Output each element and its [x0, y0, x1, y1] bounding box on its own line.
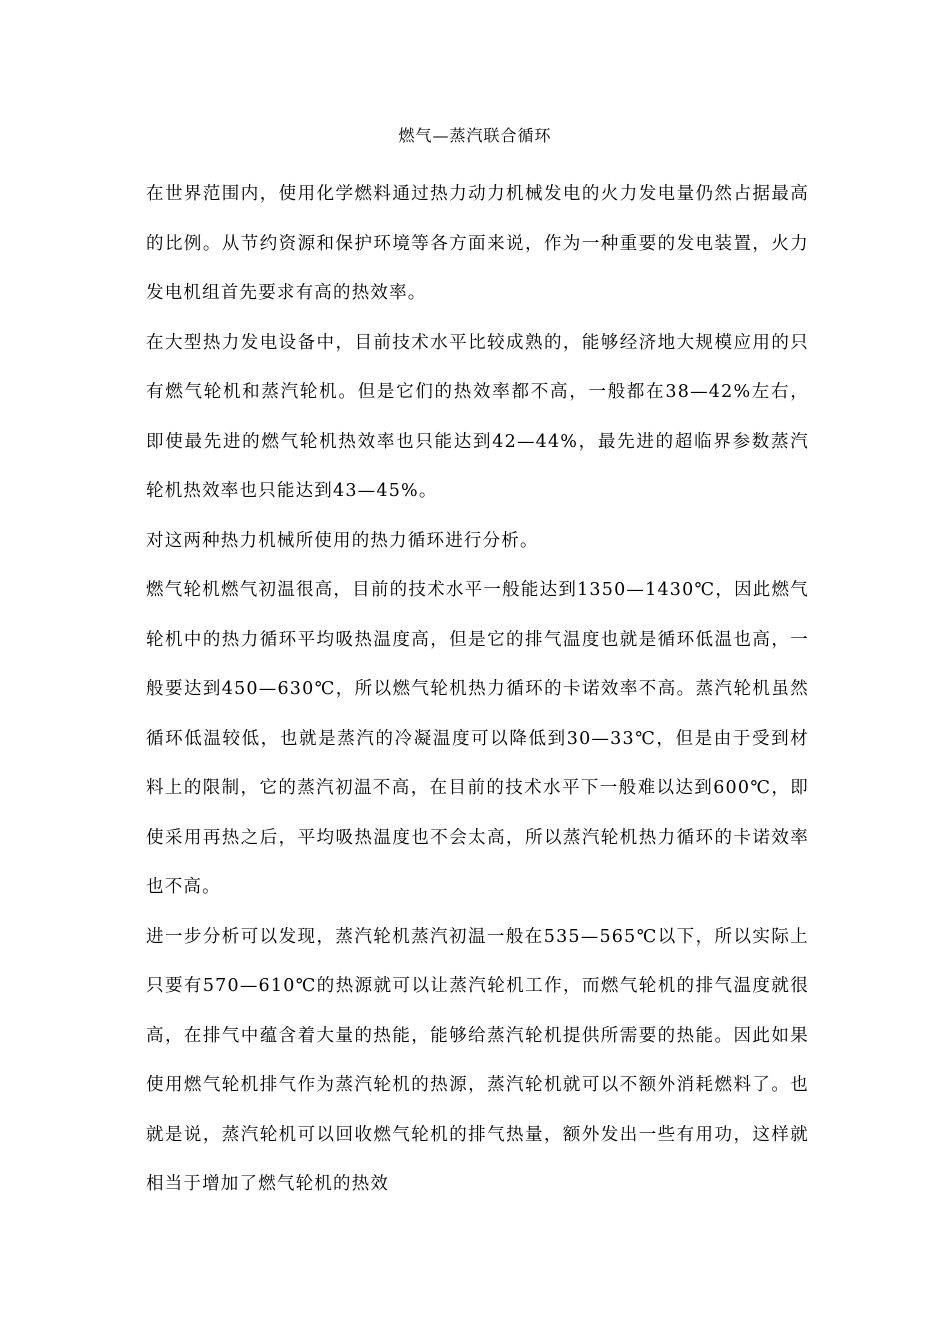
- document-title: 燃气—蒸汽联合循环: [398, 126, 552, 145]
- document-body: [146, 170, 809, 1210]
- paragraph: 燃气轮机燃气初温很高，目前的技术水平一般能达到1350—1430℃，因此燃气轮机中的热力循环平均吸热温度高，但是它的排气温度也就是循环低温也高，一般要达到450—630℃，所以燃气轮机热力循环的卡诺效率不高。蒸汽轮机虽然循环低温较低，也就是蒸汽的冷凝温度可以降低到30—33℃，但是由于受到材料上的限制，它的蒸汽初温不高，在目前的技术水平下一般难以达到600℃，即使采用再热之后，平均吸热温度也不会太高，所以蒸汽轮机热力循环的卡诺效率也不高。: [146, 580, 809, 897]
- paragraph: 在大型热力发电设备中，目前技术水平比较成熟的，能够经济地大规模应用的只有燃气轮机和蒸汽轮机。但是它们的热效率都不高，一般都在38—42%左右，即使最先进的燃气轮机热效率也只能达到42—44%，最先进的超临界参数蒸汽轮机热效率也只能达到43—45%。: [146, 332, 809, 501]
- paragraph: 对这两种热力机械所使用的热力循环进行分析。: [146, 530, 539, 551]
- paragraph: 在世界范围内，使用化学燃料通过热力动力机械发电的火力发电量仍然占据最高的比例。从节约资源和保护环境等各方面来说，作为一种重要的发电装置，火力发电机组首先要求有高的热效率。: [146, 184, 809, 303]
- paragraph: 进一步分析可以发现，蒸汽轮机蒸汽初温一般在535—565℃以下，所以实际上只要有570—610℃的热源就可以让蒸汽轮机工作，而燃气轮机的排气温度就很高，在排气中蕴含着大量的热能，能够给蒸汽轮机提供所需要的热能。因此如果使用燃气轮机排气作为蒸汽轮机的热源，蒸汽轮机就可以不额外消耗燃料了。也就是说，蒸汽轮机可以回收燃气轮机的排气热量，额外发出一些有用功，这样就相当于增加了燃气轮机的热效: [146, 926, 809, 1194]
